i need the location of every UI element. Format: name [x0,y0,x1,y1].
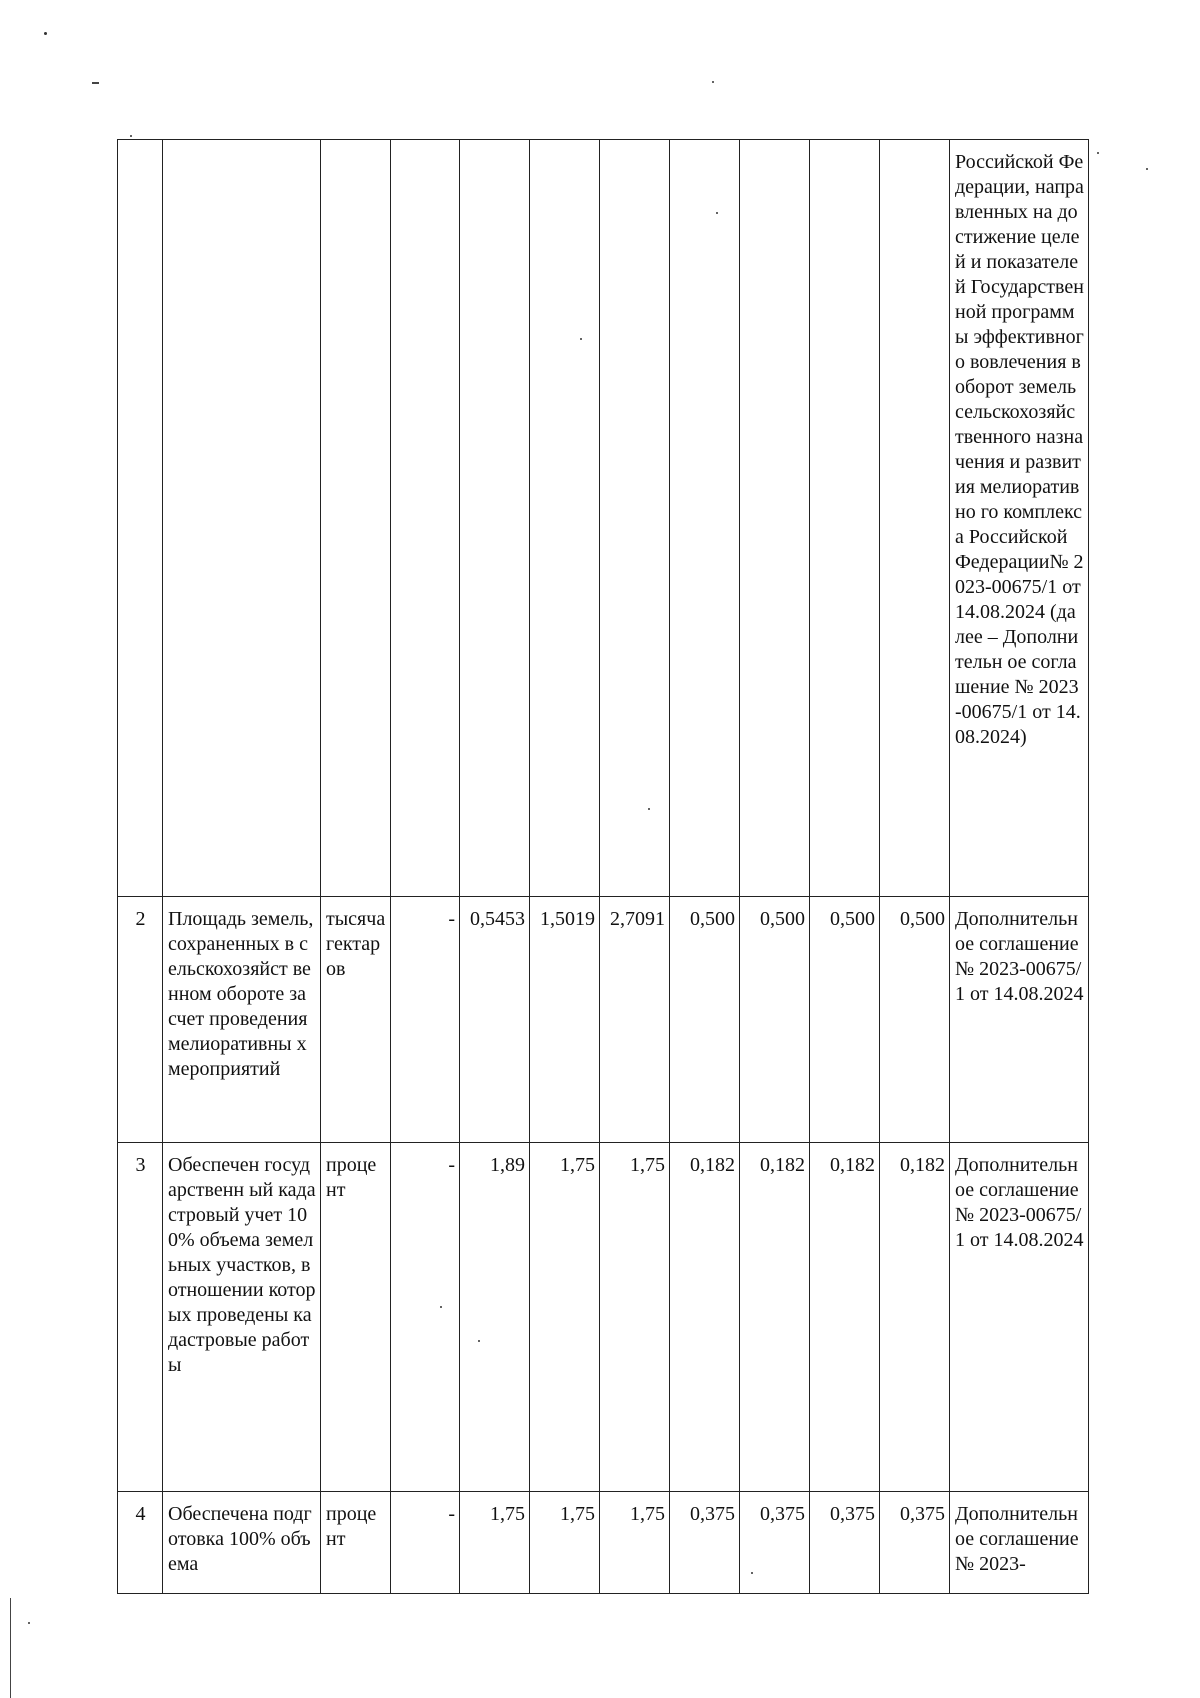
table-row-continuation [118,140,1089,897]
cell-value [530,140,600,897]
scan-mark [92,82,99,84]
cell-value: - [391,897,460,1143]
cell-name: Обеспечен государственн ый кадастровый учет 100% объема земельных участков, в отношении которых проведены кадастровые работы [163,1143,321,1492]
cell-value: 0,500 [810,897,880,1143]
cell-value [880,140,950,897]
scan-mark [10,1598,11,1698]
scan-speck [1097,152,1099,154]
cell-name: Площадь земель, сохраненных в сельскохозяйст венном обороте за счет проведения мелиоративны х мероприятий [163,897,321,1143]
cell-value: - [391,1143,460,1492]
scan-speck [440,1306,442,1308]
cell-value: 1,75 [600,1492,670,1594]
cell-value: 1,75 [460,1492,530,1594]
indicators-table [117,139,1089,1594]
cell-value: 0,500 [880,897,950,1143]
cell-value: 0,182 [740,1143,810,1492]
cell-basis: Российской Федерации, направленных на достижение целей и показателей Государствен ной программы эффективного вовлечения в оборот земель сельскохозяйс твенного назначения и развития мелиоративно го комплекса Российской Федерации№ 2023-00675/1 от 14.08.2024 (далее – Дополнительн ое соглашение № 2023-00675/1 от 14.08.2024) [950,140,1089,897]
cell-index [118,140,163,897]
cell-value [670,140,740,897]
cell-value: 1,75 [530,1143,600,1492]
cell-index: 4 [118,1492,163,1594]
cell-value: 0,182 [670,1143,740,1492]
cell-name [163,140,321,897]
cell-value: 2,7091 [600,897,670,1143]
cell-value [740,140,810,897]
cell-value: 0,375 [670,1492,740,1594]
cell-index: 3 [118,1143,163,1492]
cell-value: 0,5453 [460,897,530,1143]
scan-speck [580,338,582,340]
scan-speck [28,1622,30,1624]
scan-speck [44,32,47,35]
cell-basis: Дополнительн ое соглашение № 2023-00675/1 от 14.08.2024 [950,897,1089,1143]
cell-value: 0,500 [740,897,810,1143]
table-row [118,1492,1089,1594]
cell-index: 2 [118,897,163,1143]
cell-basis: Дополнительн ое соглашение № 2023-00675/1 от 14.08.2024 [950,1143,1089,1492]
scan-speck [478,1340,480,1342]
scan-speck [716,212,718,214]
cell-value: 0,375 [740,1492,810,1594]
cell-basis: Дополнительн ое соглашение № 2023- [950,1492,1089,1594]
cell-unit [321,140,391,897]
table-row [118,1143,1089,1492]
cell-value: 0,182 [810,1143,880,1492]
cell-unit: процент [321,1143,391,1492]
cell-value: 1,5019 [530,897,600,1143]
scan-speck [130,135,132,137]
cell-value: 0,500 [670,897,740,1143]
cell-name: Обеспечена подготовка 100% объема [163,1492,321,1594]
cell-unit: процент [321,1492,391,1594]
cell-value [810,140,880,897]
cell-value: 1,75 [600,1143,670,1492]
cell-value [391,140,460,897]
cell-value: 0,375 [810,1492,880,1594]
cell-value: 0,375 [880,1492,950,1594]
scan-speck [751,1572,753,1574]
scan-speck [1146,168,1148,170]
table-row [118,897,1089,1143]
cell-value [600,140,670,897]
cell-value: - [391,1492,460,1594]
cell-value [460,140,530,897]
scan-speck [712,81,714,83]
cell-value: 1,75 [530,1492,600,1594]
cell-unit: тысяча гектаров [321,897,391,1143]
scan-speck [648,808,650,810]
cell-value: 0,182 [880,1143,950,1492]
cell-value: 1,89 [460,1143,530,1492]
